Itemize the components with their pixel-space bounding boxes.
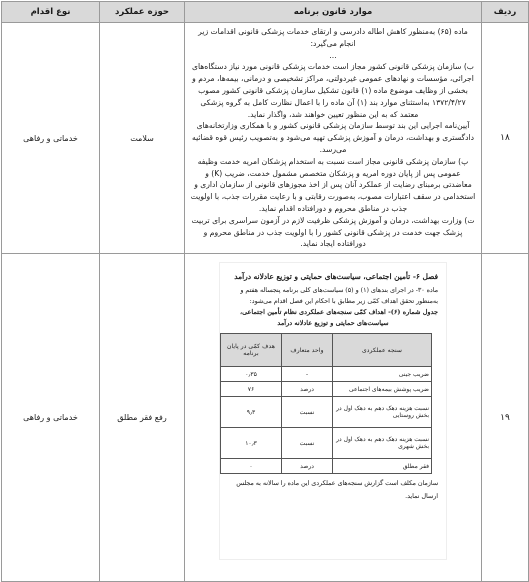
indicator-unit: درصد [282, 382, 333, 397]
report-obligation-text: سازمان مکلف است گزارش سنجه‌های عملکردی این ماده را سالانه به مجلس [236, 480, 438, 488]
article-text: به‌منظور تحقق اهداف کمّی زیر مطابق با احکام این فصل اقدام می‌شود: [249, 297, 438, 305]
chapter-title: فصل ۶- تأمین اجتماعی، سیاست‌های حمایتی و توزیع عادلانه درآمد [234, 272, 438, 282]
report-obligation-text: ارسال نماید. [405, 493, 438, 501]
performance-area: رفع فقر مطلق [100, 254, 185, 582]
paragraph: ب) سازمان پزشکی قانونی کشور مجاز است خدمات پزشکی قانونی مورد نیاز دستگاه‌های اجرائی، مؤسسات و نهادهای عمومی غیردولتی، مراکز تشخیصی و درمانی، بیمه‌ها، مردم و بخشی از وظایف موضوع ماده (۱) قانون تشکیل سازمان پزشکی قانونی کشور مصوب ۱۳۷۲/۴/۲۷ به‌استثنای موارد بند (۱) آن ماده را با اعمال نظارت کامل به گروه پزشکی معتمد که به این منظور تعیین خواهند شد، واگذار نماید. [192, 62, 474, 119]
program-items-cell [185, 254, 482, 582]
indicators-header-row [221, 334, 432, 367]
indicator-row [221, 428, 432, 459]
article-text: ماده ۳۰- در اجرای بندهای (۱) و (۵) سیاست‌های کلی برنامه پنجساله هفتم و [240, 287, 438, 295]
indicator-row [221, 367, 432, 382]
table-row [2, 254, 529, 582]
paragraph: آیین‌نامه اجرایی این بند توسط سازمان پزشکی قانونی کشور و با همکاری وزارتخانه‌های دادگستری و بهداشت، درمان و آموزش پزشکی تهیه می‌شود و به‌تصویب رئیس قوه قضائیه می‌رسد. [192, 121, 474, 154]
action-type: خدماتی و رفاهی [2, 23, 100, 254]
table-header-row [2, 2, 529, 23]
indicator-target: ۰ [221, 459, 282, 474]
indicator-row [221, 459, 432, 474]
table-caption: سیاست‌های حمایتی و توزیع عادلانه درآمد [277, 319, 389, 328]
indicator-name: ضریب پوشش بیمه‌های اجتماعی [333, 382, 432, 397]
header-indicator: سنجه عملکردی [333, 334, 432, 367]
indicator-target: ۷۶ [221, 382, 282, 397]
table-caption: جدول شماره (۶)- اهداف کمّی سنجه‌های عملکردی نظام تأمین اجتماعی، [240, 308, 438, 317]
header-target: هدف کمّی در پایان برنامه [221, 334, 282, 367]
scanned-document-excerpt [220, 263, 446, 559]
program-law-table [1, 1, 529, 582]
indicator-name: ضریب جینی [333, 367, 432, 382]
indicator-target: ۹٫۳ [221, 397, 282, 428]
header-program-items: موارد قانون برنامه [185, 2, 482, 23]
document-page [1, 1, 528, 519]
indicator-target: ۱۰٫۳ [221, 428, 282, 459]
indicator-target: ۰٫۳۵ [221, 367, 282, 382]
indicator-name: نسبت هزینه دهک دهم به دهک اول در بخش شهری [333, 428, 432, 459]
indicator-unit: نسبت [282, 397, 333, 428]
row-number: ۱۸ [482, 23, 529, 254]
action-type: خدماتی و رفاهی [2, 254, 100, 582]
header-action-type: نوع اقدام [2, 2, 100, 23]
header-unit: واحد متعارف [282, 334, 333, 367]
indicator-unit: نسبت [282, 428, 333, 459]
program-items-cell [185, 23, 482, 254]
table-row [2, 23, 529, 254]
indicator-name: فقر مطلق [333, 459, 432, 474]
indicator-unit: درصد [282, 459, 333, 474]
indicators-table [220, 333, 432, 474]
performance-area: سلامت [100, 23, 185, 254]
indicator-unit: - [282, 367, 333, 382]
indicator-name: نسبت هزینه دهک دهم به دهک اول در بخش روستایی [333, 397, 432, 428]
paragraph: پ) سازمان پزشکی قانونی مجاز است نسبت به استخدام پزشکان امریه خدمت وظیفه عمومی پس از پایان دوره امریه و پزشکان متخصص مشمول خدمت، ضریب (K) و معاضدتی برمبنای رضایت از عملکرد آنان پس از اخذ مجوزهای قانونی از سازمان اداری و استخدامی در سقف اعتبارات مصوب، به‌صورت رقابتی و با رعایت مقررات جذب، با اولویت جذب در مناطق محروم و دورافتاده اقدام نماید. [190, 156, 476, 213]
paragraph: ت) وزارت بهداشت، درمان و آموزش پزشکی ظرفیت لازم در آزمون سراسری برای تربیت پزشک جهت خدمت در پزشکی قانونی کشور را با اولویت جذب در مناطق محروم و دورافتاده ایجاد نماید. [191, 215, 475, 249]
paragraph: ... [329, 50, 337, 60]
header-performance-area: حوزه عملکرد [100, 2, 185, 23]
paragraph: ماده (۶۵) به‌منظور کاهش اطاله دادرسی و ارتقای خدمات پزشکی قانونی اقدامات زیر انجام می‌گیرد: [198, 27, 468, 48]
header-row-number: ردیف [482, 2, 529, 23]
indicator-row [221, 397, 432, 428]
row-number: ۱۹ [482, 254, 529, 582]
indicator-row [221, 382, 432, 397]
